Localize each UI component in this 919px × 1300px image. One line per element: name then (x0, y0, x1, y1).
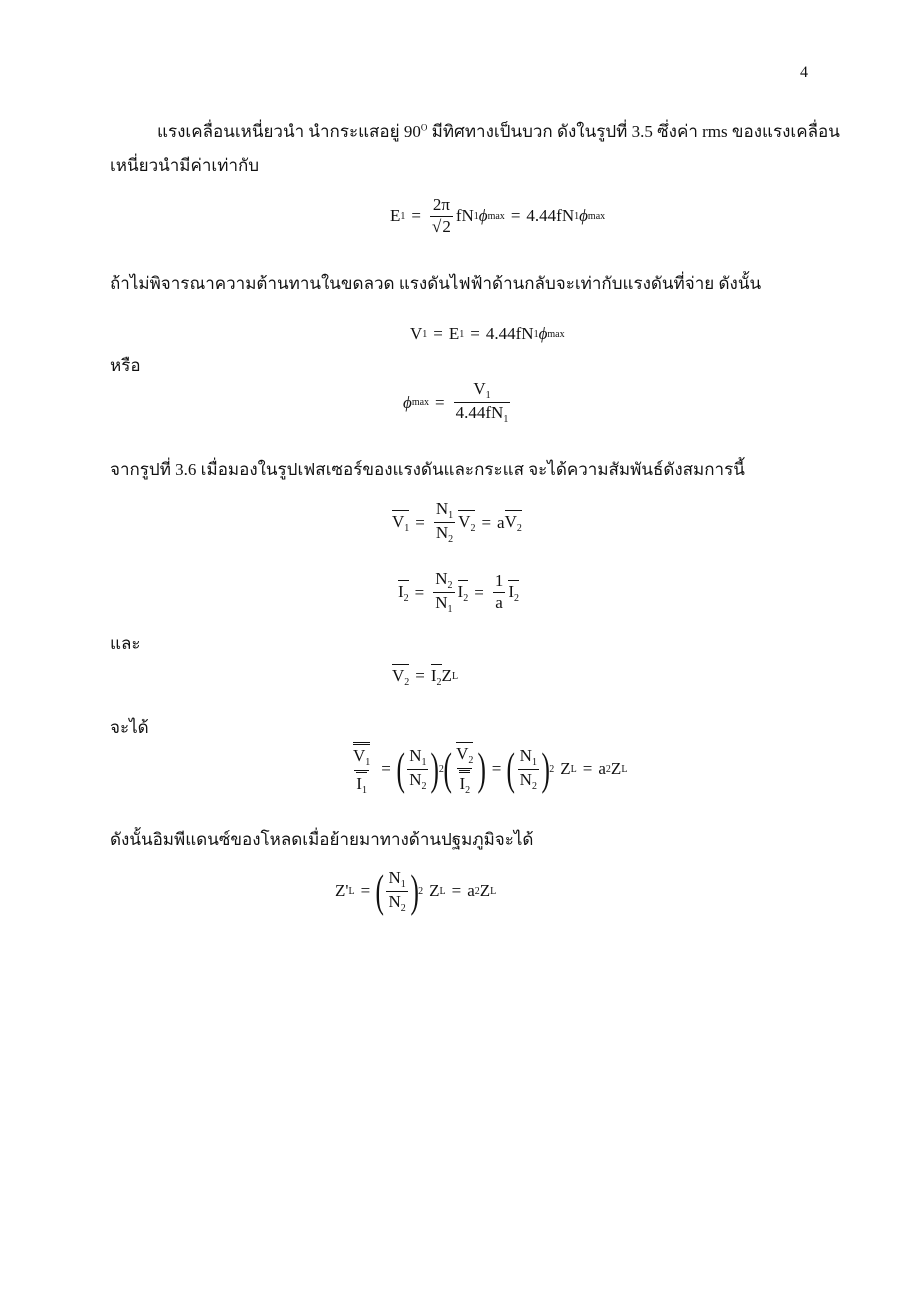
text-line: แรงเคลื่อนเหนี่ยวนำ นำกระแสอยู่ 90 (157, 122, 421, 141)
paragraph-induced-emf (157, 118, 840, 145)
paragraph-referred-impedance: ดังนั้นอิมพีแดนซ์ของโหลดเมื่อย้ายมาทางด้านปฐมภูมิจะได้ (110, 830, 534, 849)
page-number: 4 (800, 64, 808, 81)
paragraph-or: หรือ (110, 356, 141, 375)
paragraph-then: จะได้ (110, 718, 149, 737)
fraction: $\frac{N_1}{N_2}$ (409, 745, 427, 792)
equation-referred-impedance: Z' L = ( $\frac{N_1}{N_2}$ ) 2 Z L = a 2 Z L (335, 865, 497, 916)
equation-v2: $V_2$ = $I_2$ Z L (392, 666, 459, 688)
fraction: $\frac{N_1}{N_2}$ (388, 867, 406, 914)
degree-mark: O (420, 122, 428, 133)
equation-v1: V 1 = E 1 = 4.44f N 1 ϕ max (410, 324, 565, 343)
fraction: $\frac{V_1}{4.44fN_1}$ (455, 379, 509, 425)
equation-i2-phasor: $I_2$ = $\frac{N_2}{N_1}$ $I_2$ = $\frac{1}{a}$ $I_2$ (398, 569, 519, 615)
fraction: $\frac{2\pi}{√2}$ (431, 195, 451, 236)
equation-impedance-ratio: $\frac{V_1}{I_1}$ = ( $\frac{N_1}{N_2}$ ) 2 ( $\frac{V_2}{I_2}$ ) = ( $\frac{N_1}{N_2}$ ) 2 Z L = a 2 Z L (353, 743, 628, 796)
fraction: $\frac{V_1}{I_1}$ (351, 742, 372, 796)
paragraph-and: และ (110, 634, 141, 653)
equation-phi-max: ϕ max = $\frac{V_1}{4.44fN_1}$ (403, 379, 509, 425)
equation-v1-phasor: $V_1$ = $\frac{N_1}{N_2}$ $V_2$ = a $V_2$ (392, 499, 522, 545)
paragraph-no-resistance: ถ้าไม่พิจารณาความต้านทานในขดลวด แรงดันไฟฟ้าด้านกลับจะเท่ากับแรงดันที่จ่าย ดังนั้น (110, 274, 762, 293)
fraction: $\frac{N_1}{N_2}$ (435, 499, 454, 545)
fraction: $\frac{1}{a}$ (494, 571, 504, 612)
fraction: $\frac{N_2}{N_1}$ (435, 569, 453, 615)
fraction: $\frac{V_2}{I_2}$ (456, 744, 474, 796)
text-line-tail: มีทิศทางเป็นบวก ดังในรูปที่ 3.5 ซึ่งค่า rms ของแรงเคลื่อน (427, 122, 840, 141)
equation-emf-rms: E 1 = $\frac{2\pi}{√2}$ f N 1 ϕ max = 4.44f N 1 ϕ max (390, 195, 606, 236)
fraction: $\frac{N_1}{N_2}$ (519, 745, 537, 792)
paragraph-phasor: จากรูปที่ 3.6 เมื่อมองในรูปเฟสเซอร์ของแรงดันและกระแส จะได้ความสัมพันธ์ดังสมการนี้ (110, 460, 745, 479)
paragraph-induced-emf-cont: เหนี่ยวนำมีค่าเท่ากับ (110, 156, 260, 175)
